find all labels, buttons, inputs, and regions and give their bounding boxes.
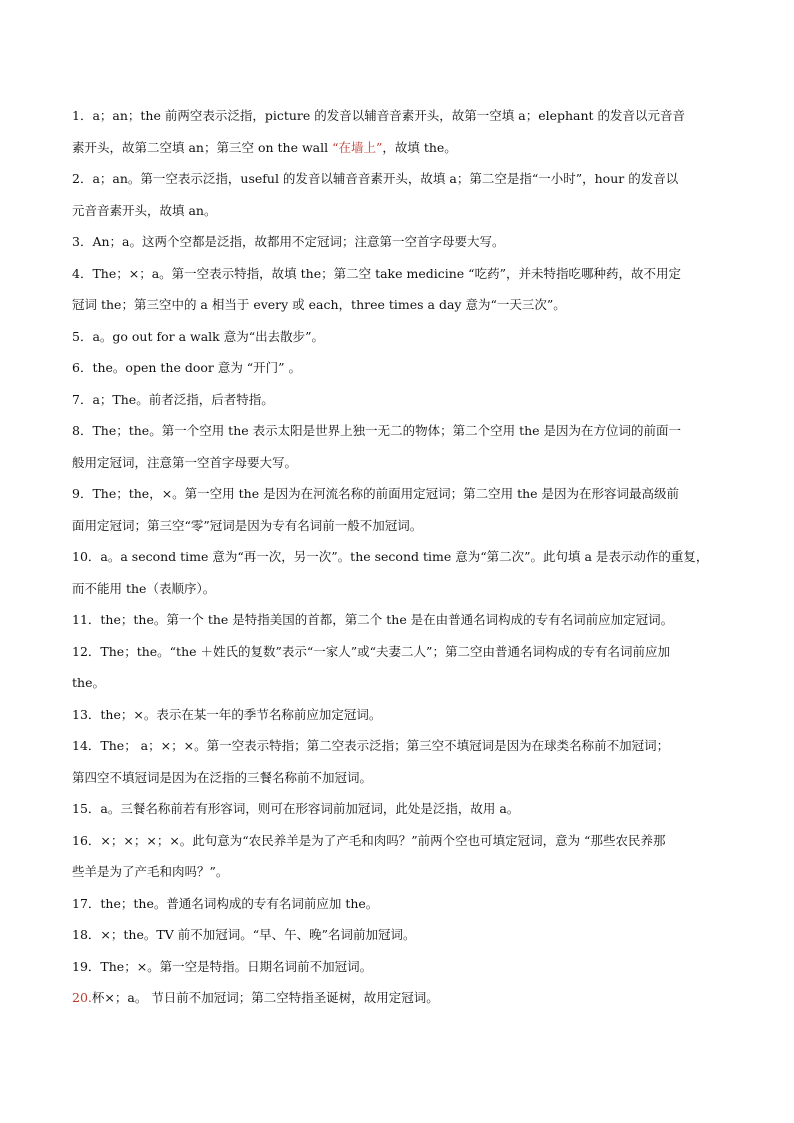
answer-line bbox=[72, 699, 724, 731]
answer-text: 7．a；The。前者泛指，后者特指。 bbox=[72, 391, 274, 407]
answer-line bbox=[72, 951, 724, 983]
answer-text: 14．The； a；×；×。第一空表示特指；第二空表示泛指；第三空不填冠词是因为在球类名称前不加冠词； bbox=[72, 738, 670, 753]
answer-text: 素开头，故第二空填 an；第三空 on the wall bbox=[72, 139, 333, 155]
answer-text: 1．a；an；the 前两空表示泛指，picture 的发音以辅音音素开头，故第一空填 a；elephant 的发音以元音音 bbox=[72, 108, 686, 123]
highlighted-text: 20. bbox=[72, 990, 92, 1005]
answer-item-18 bbox=[72, 919, 724, 951]
answer-item-20 bbox=[72, 982, 724, 1014]
answer-text: 面用定冠词；第三空“零”冠词是因为专有名词前一般不加冠词。 bbox=[72, 517, 423, 533]
answer-line bbox=[72, 573, 724, 605]
answer-item-17 bbox=[72, 888, 724, 920]
answer-item-3 bbox=[72, 226, 724, 258]
answer-line bbox=[72, 226, 724, 258]
answer-line bbox=[72, 321, 724, 353]
answer-text: 杯×；a。 节日前不加冠词；第二空特指圣诞树，故用定冠词。 bbox=[91, 990, 439, 1005]
answer-item-15 bbox=[72, 793, 724, 825]
answer-item-5 bbox=[72, 321, 724, 353]
answer-text: 般用定冠词，注意第一空首字母要大写。 bbox=[72, 454, 298, 470]
answer-line bbox=[72, 132, 724, 164]
answer-line bbox=[72, 888, 724, 920]
answer-text: 8．The；the。第一个空用 the 表示太阳是世界上独一无二的物体；第二个空用 the 是因为在方位词的前面一 bbox=[72, 423, 682, 438]
answer-text: 13．the；×。表示在某一年的季节名称前应加定冠词。 bbox=[72, 706, 382, 722]
answer-line bbox=[72, 825, 724, 857]
answer-line bbox=[72, 289, 724, 321]
answer-line bbox=[72, 415, 724, 447]
answer-text: 9．The；the，×。第一空用 the 是因为在河流名称的前面用定冠词；第二空用 the 是因为在形容词最高级前 bbox=[72, 486, 680, 501]
answer-item-11 bbox=[72, 604, 724, 636]
answer-item-9 bbox=[72, 478, 724, 541]
answer-line bbox=[72, 195, 724, 227]
answer-text: 19．The；×。第一空是特指。日期名词前不加冠词。 bbox=[72, 958, 373, 974]
answer-line bbox=[72, 352, 724, 384]
answer-text: 15．a。三餐名称前若有形容词，则可在形容词前加冠词，此处是泛指，故用 a。 bbox=[72, 801, 520, 816]
answer-item-2 bbox=[72, 163, 724, 226]
answer-line bbox=[72, 636, 724, 668]
answer-text: 17．the；the。普通名词构成的专有名词前应加 the。 bbox=[72, 895, 379, 911]
answer-text: ，故填 the。 bbox=[382, 139, 457, 155]
answer-line bbox=[72, 258, 724, 290]
answer-line bbox=[72, 793, 724, 825]
answer-text: 4．The；×；a。第一空表示特指，故填 the；第二空 take medicine “吃药”，并未特指吃哪种药，故不用定 bbox=[72, 265, 681, 281]
answer-text: 冠词 the；第三空中的 a 相当于 every 或 each，three times a day 意为“一天三次”。 bbox=[72, 297, 566, 312]
answer-line bbox=[72, 762, 724, 794]
answer-line bbox=[72, 163, 724, 195]
answer-item-1 bbox=[72, 100, 724, 163]
answer-line bbox=[72, 447, 724, 479]
answer-text: 10．a。a second time 意为“再一次，另一次”。the second time 意为“第二次”。此句填 a 是表示动作的重复， bbox=[72, 549, 709, 564]
answer-text: 些羊是为了产毛和肉吗？”。 bbox=[72, 864, 229, 879]
answer-line bbox=[72, 919, 724, 951]
answer-text: 6．the。open the door 意为 “开门” 。 bbox=[72, 360, 302, 375]
answer-item-19 bbox=[72, 951, 724, 983]
answer-text: 5．a。go out for a walk 意为“出去散步”。 bbox=[72, 328, 324, 344]
answer-item-12 bbox=[72, 636, 724, 699]
answer-line bbox=[72, 730, 724, 762]
answer-text: 18．×；the。TV 前不加冠词。“早、午、晚”名词前加冠词。 bbox=[72, 927, 416, 942]
answer-item-7 bbox=[72, 384, 724, 416]
answer-text: 12．The；the。“the ＋姓氏的复数”表示“一家人”或“夫妻二人”；第二空由普通名词构成的专有名词前应加 bbox=[72, 643, 670, 659]
answer-text: 而不能用 the（表顺序）。 bbox=[72, 580, 216, 596]
answer-text: 元音音素开头，故填 an。 bbox=[72, 202, 217, 218]
answer-line bbox=[72, 541, 724, 573]
answer-item-10 bbox=[72, 541, 724, 604]
answer-text: the。 bbox=[72, 675, 105, 690]
answer-text: 11．the；the。第一个 the 是特指美国的首都，第二个 the 是在由普通名词构成的专有名词前应加定冠词。 bbox=[72, 612, 674, 627]
answer-item-8 bbox=[72, 415, 724, 478]
answer-item-4 bbox=[72, 258, 724, 321]
answer-explanations-page bbox=[72, 100, 724, 1014]
answer-text: 16．×；×；×；×。此句意为“农民养羊是为了产毛和肉吗？”前两个空也可填定冠词，意为 “那些农民养那 bbox=[72, 832, 666, 848]
answer-line bbox=[72, 384, 724, 416]
answer-item-6 bbox=[72, 352, 724, 384]
answer-item-16 bbox=[72, 825, 724, 888]
answer-line bbox=[72, 982, 724, 1014]
answer-line bbox=[72, 100, 724, 132]
answer-line bbox=[72, 856, 724, 888]
answer-line bbox=[72, 478, 724, 510]
answer-text: 2．a；an。第一空表示泛指，useful 的发音以辅音音素开头，故填 a；第二空是指“一小时”，hour 的发音以 bbox=[72, 171, 679, 186]
answer-item-14 bbox=[72, 730, 724, 793]
answer-item-13 bbox=[72, 699, 724, 731]
answer-line bbox=[72, 667, 724, 699]
answer-text: 第四空不填冠词是因为在泛指的三餐名称前不加冠词。 bbox=[72, 769, 373, 785]
answer-text: 3．An；a。这两个空都是泛指，故都用不定冠词；注意第一空首字母要大写。 bbox=[72, 234, 505, 249]
answer-line bbox=[72, 604, 724, 636]
highlighted-text: “在墙上” bbox=[332, 139, 383, 155]
answer-line bbox=[72, 510, 724, 542]
